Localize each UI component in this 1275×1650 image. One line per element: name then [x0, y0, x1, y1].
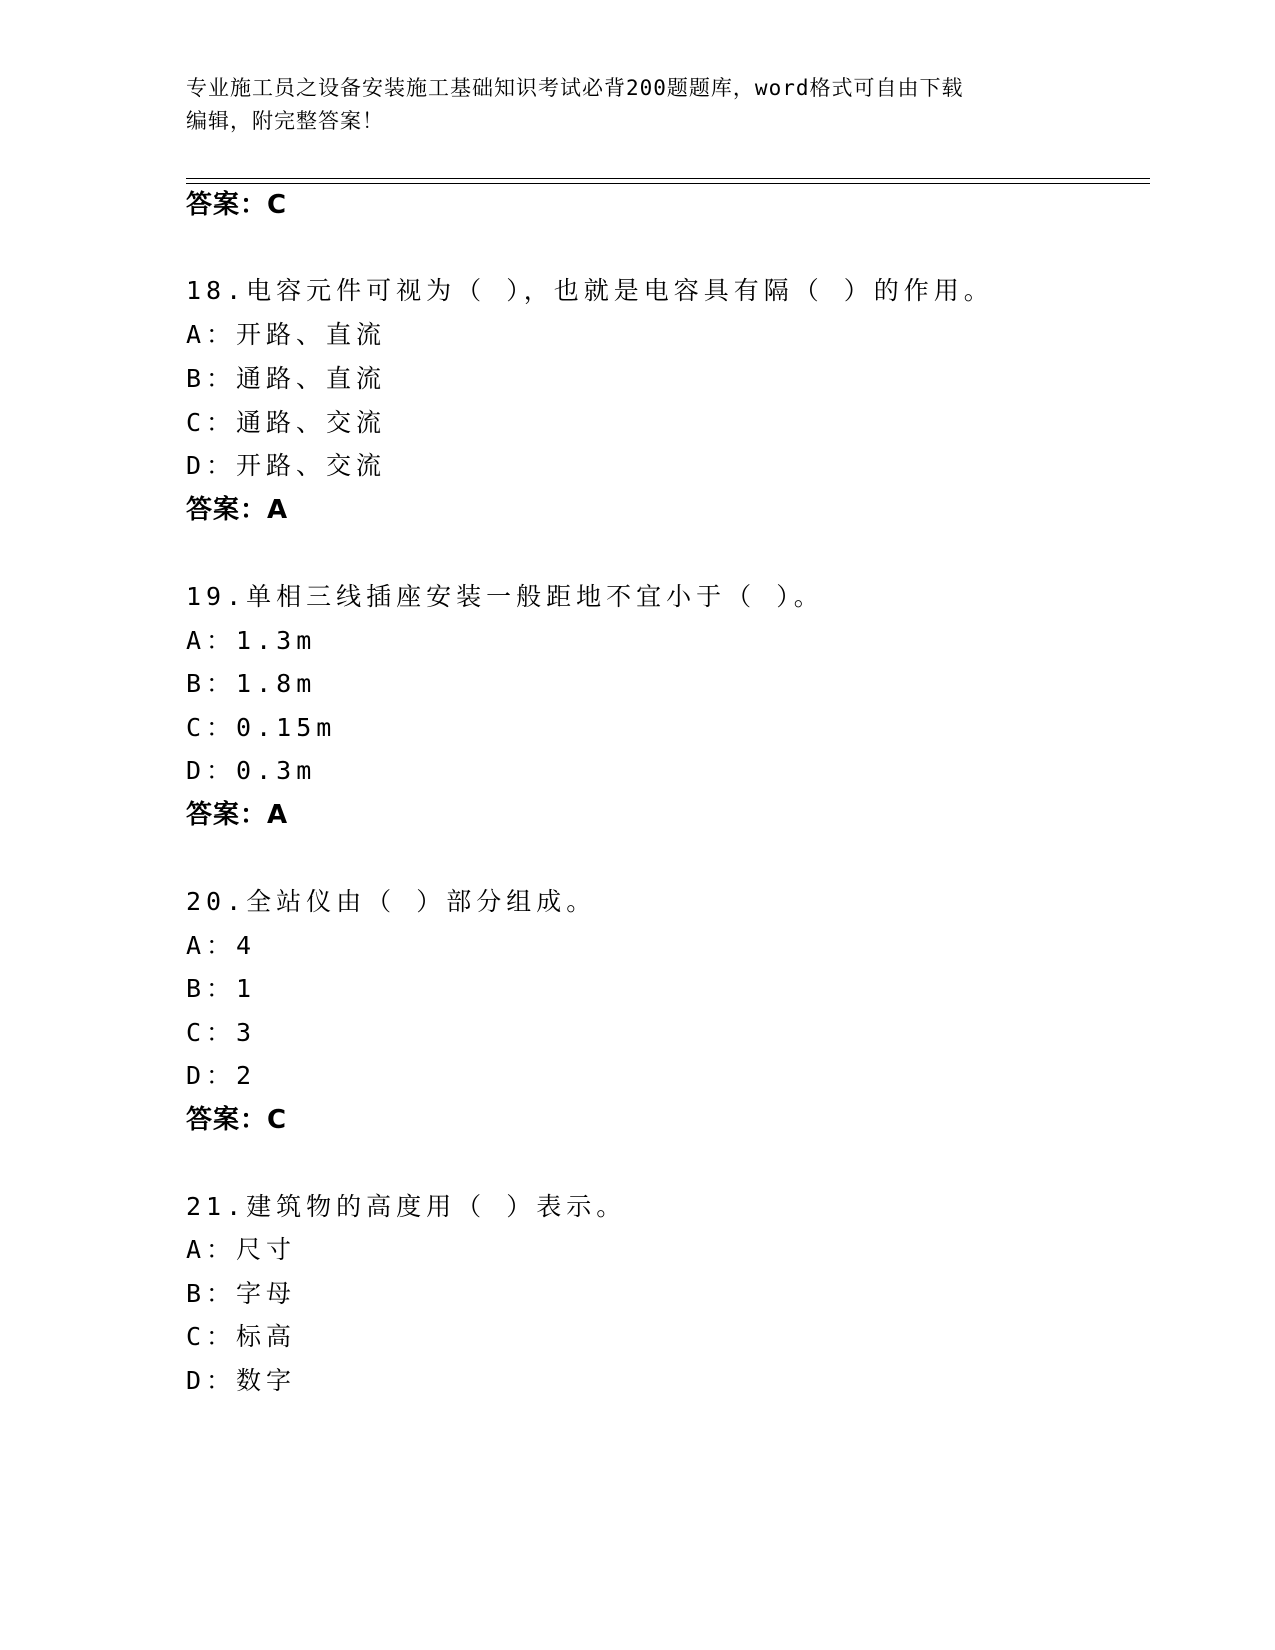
q18-option-a: A：开路、直流	[186, 320, 387, 349]
q19-option-c: C：0.15m	[186, 713, 337, 742]
q21-option-b: B：字母	[186, 1279, 297, 1308]
q21-option-a: A：尺寸	[186, 1235, 297, 1264]
q19-question: 19.单相三线插座安装一般距地不宜小于（ ）。	[186, 582, 824, 611]
q21-option-c: C：标高	[186, 1322, 297, 1351]
q20-question: 20.全站仪由（ ）部分组成。	[186, 887, 597, 916]
q19-option-d: D：0.3m	[186, 756, 317, 785]
q20-option-d: D：2	[186, 1061, 257, 1090]
header-title-line1: 专业施工员之设备安装施工基础知识考试必背200题题库，word格式可自由下载	[186, 76, 964, 100]
q18-option-b: B：通路、直流	[186, 364, 387, 393]
q19-answer: 答案：A	[186, 800, 289, 830]
q19-option-a: A：1.3m	[186, 626, 317, 655]
q19-option-b: B：1.8m	[186, 669, 317, 698]
q18-option-d: D：开路、交流	[186, 451, 387, 480]
q18-question: 18.电容元件可视为（ ），也就是电容具有隔（ ）的作用。	[186, 276, 994, 305]
q17-answer: 答案：C	[186, 190, 288, 220]
q20-option-c: C：3	[186, 1018, 257, 1047]
q18-option-c: C：通路、交流	[186, 408, 387, 437]
header-divider-top	[186, 178, 1150, 179]
header-title-line2: 编辑，附完整答案！	[186, 109, 384, 133]
q20-option-b: B：1	[186, 974, 257, 1003]
q20-option-a: A：4	[186, 931, 257, 960]
q20-answer: 答案：C	[186, 1105, 288, 1135]
q21-option-d: D：数字	[186, 1366, 297, 1395]
document-header	[186, 72, 1086, 138]
q21-question: 21.建筑物的高度用（ ）表示。	[186, 1192, 627, 1221]
q18-answer: 答案：A	[186, 495, 289, 525]
header-divider-bottom	[186, 183, 1150, 184]
